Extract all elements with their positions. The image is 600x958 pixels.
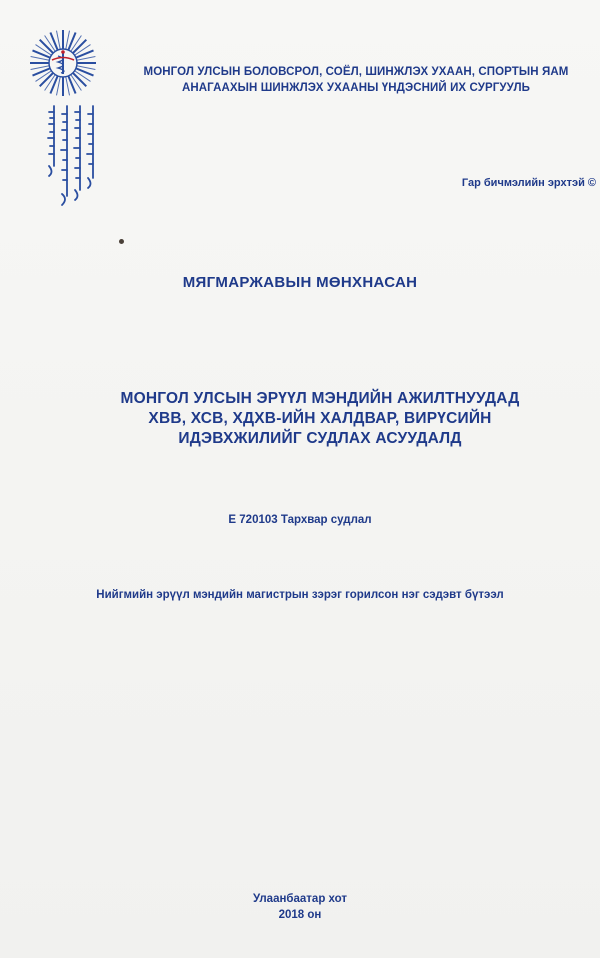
city: Улаанбаатар хот xyxy=(252,893,348,905)
thesis-title-line: МОНГОЛ УЛСЫН ЭРҮҮЛ МЭНДИЙН АЖИЛТНУУДАД xyxy=(120,390,520,407)
degree-statement: Нийгмийн эрүүл мэндийн магистрын зэрэг горилсон нэг сэдэвт бүтээл xyxy=(96,589,504,601)
specialty-code: Е 720103 Тархвар судлал xyxy=(228,514,372,526)
institution-header xyxy=(112,64,600,96)
university-logo-icon xyxy=(28,28,98,98)
year: 2018 он xyxy=(278,909,322,921)
author-name: МЯГМАРЖАВЫН МӨНХНАСАН xyxy=(182,274,418,291)
thesis-title-line: ХВВ, ХСВ, ХДХВ-ИЙН ХАЛДВАР, ВИРҮСИЙН xyxy=(148,410,492,427)
thesis-title-line: ИДЭВХЖИЛИЙГ СУДЛАХ АСУУДАЛД xyxy=(178,430,462,447)
thesis-title xyxy=(60,389,580,449)
university-name: АНАГААХЫН ШИНЖЛЭХ УХААНЫ ҮНДЭСНИЙ ИХ СУРГУУЛЬ xyxy=(181,82,531,94)
place-and-date xyxy=(0,891,600,923)
copyright-notice: Гар бичмэлийн эрхтэй © xyxy=(461,177,596,189)
mongolian-script-emblem xyxy=(40,104,110,214)
ink-speck xyxy=(119,239,124,244)
ministry-name: МОНГОЛ УЛСЫН БОЛОВСРОЛ, СОЁЛ, ШИНЖЛЭХ УХААН, СПОРТЫН ЯАМ xyxy=(143,66,569,78)
